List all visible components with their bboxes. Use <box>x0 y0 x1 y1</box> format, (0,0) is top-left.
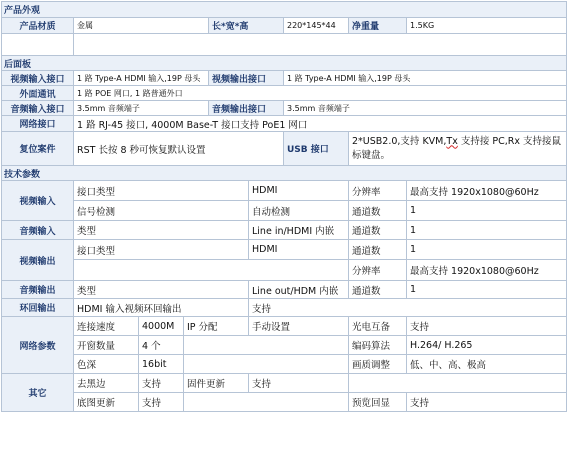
spec-sheet <box>1 1 566 412</box>
other-r2-a: 底图更新 <box>74 393 139 412</box>
audio-out-label: 音频输出 <box>2 281 74 299</box>
other-label: 其它 <box>2 374 74 412</box>
net-r1-e: 光电互备 <box>349 317 407 336</box>
video-in-r2-d: 1 <box>407 201 567 221</box>
audio-out-r1-a: 类型 <box>74 281 249 299</box>
net-r1-c: IP 分配 <box>184 317 249 336</box>
net-r1-d: 手动设置 <box>249 317 349 336</box>
network-params-label: 网络参数 <box>2 317 74 374</box>
net-r2-c: 编码算法 <box>349 336 407 355</box>
weight-label: 净重量 <box>349 18 407 34</box>
dims-value: 220*145*44 <box>284 18 349 34</box>
net-r3-a: 色深 <box>74 355 139 374</box>
spec-table <box>1 1 567 412</box>
audio-in-label: 音频输入 <box>2 221 74 240</box>
net-r1-b: 4000M <box>139 317 184 336</box>
video-in-r2-a: 信号检测 <box>74 201 249 221</box>
audio-in-port-value: 3.5mm 音频端子 <box>74 101 209 116</box>
comm-value: 1 路 POE 网口, 1 路普通外口 <box>74 86 567 101</box>
video-out-r1-c: 通道数 <box>349 240 407 260</box>
other-r1-b: 支持 <box>139 374 184 393</box>
audio-in-r1-b: Line in/HDMI 内嵌 <box>249 221 349 240</box>
other-r1-c: 固件更新 <box>184 374 249 393</box>
comm-label: 外面通讯 <box>2 86 74 101</box>
net-r1-f: 支持 <box>407 317 567 336</box>
video-out-port-label: 视频输出接口 <box>209 71 284 86</box>
spell-check-underline: Tx <box>446 135 458 147</box>
other-r2-c: 预览回显 <box>349 393 407 412</box>
audio-in-r1-a: 类型 <box>74 221 249 240</box>
video-out-port-value: 1 路 Type-A HDMI 输入,19P 母头 <box>284 71 567 86</box>
loop-b: 支持 <box>249 299 567 317</box>
usb-value: 2*USB2.0,支持 KVM,Tx 支持接 PC,Rx 支持接鼠标键盘。 <box>349 132 567 166</box>
blank-cell <box>184 393 349 412</box>
video-in-label: 视频输入 <box>2 181 74 221</box>
audio-out-r1-b: Line out/HDM 内嵌 <box>249 281 349 299</box>
audio-out-port-value: 3.5mm 音频端子 <box>284 101 567 116</box>
video-in-port-value: 1 路 Type-A HDMI 输入,19P 母头 <box>74 71 209 86</box>
blank-cell <box>2 34 74 56</box>
material-value: 金属 <box>74 18 209 34</box>
dims-label: 长*宽*高 <box>209 18 284 34</box>
audio-out-r1-c: 通道数 <box>349 281 407 299</box>
weight-value: 1.5KG <box>407 18 567 34</box>
other-r2-d: 支持 <box>407 393 567 412</box>
video-in-r2-b: 自动检测 <box>249 201 349 221</box>
loop-label: 环回输出 <box>2 299 74 317</box>
net-r3-d: 低、中、高、极高 <box>407 355 567 374</box>
network-port-value: 1 路 RJ-45 接口, 4000M Base-T 接口支持 PoE1 网口 <box>74 116 567 132</box>
reset-label: 复位案件 <box>2 132 74 166</box>
audio-out-r1-d: 1 <box>407 281 567 299</box>
net-r2-d: H.264/ H.265 <box>407 336 567 355</box>
blank-cell <box>74 34 567 56</box>
other-r1-d: 支持 <box>249 374 349 393</box>
video-in-r1-a: 接口类型 <box>74 181 249 201</box>
audio-out-port-label: 音频输出接口 <box>209 101 284 116</box>
video-out-label: 视频输出 <box>2 240 74 281</box>
other-r2-b: 支持 <box>139 393 184 412</box>
material-label: 产品材质 <box>2 18 74 34</box>
net-r3-c: 画质调整 <box>349 355 407 374</box>
audio-in-r1-d: 1 <box>407 221 567 240</box>
audio-in-r1-c: 通道数 <box>349 221 407 240</box>
video-in-port-label: 视频输入接口 <box>2 71 74 86</box>
blank-cell <box>349 374 567 393</box>
other-r1-a: 去黑边 <box>74 374 139 393</box>
video-out-r1-b: HDMI <box>249 240 349 260</box>
video-out-r2-b: 最高支持 1920x1080@60Hz <box>407 260 567 281</box>
net-r3-b: 16bit <box>139 355 184 374</box>
audio-in-port-label: 音频输入接口 <box>2 101 74 116</box>
blank-cell <box>184 336 349 355</box>
reset-value: RST 长按 8 秒可恢复默认设置 <box>74 132 284 166</box>
video-out-r1-d: 1 <box>407 240 567 260</box>
video-in-r1-c: 分辨率 <box>349 181 407 201</box>
video-out-r1-a: 接口类型 <box>74 240 249 260</box>
video-out-r2-a: 分辨率 <box>349 260 407 281</box>
section-rear: 后面板 <box>2 56 567 71</box>
blank-cell <box>184 355 349 374</box>
network-port-label: 网络接口 <box>2 116 74 132</box>
video-in-r2-c: 通道数 <box>349 201 407 221</box>
blank-cell <box>74 260 349 281</box>
net-r1-a: 连接速度 <box>74 317 139 336</box>
net-r2-b: 4 个 <box>139 336 184 355</box>
net-r2-a: 开窗数量 <box>74 336 139 355</box>
loop-a: HDMI 输入视频环回输出 <box>74 299 249 317</box>
usb-label: USB 接口 <box>284 132 349 166</box>
video-in-r1-b: HDMI <box>249 181 349 201</box>
section-product: 产品外观 <box>2 2 567 18</box>
video-in-r1-d: 最高支持 1920x1080@60Hz <box>407 181 567 201</box>
section-tech: 技术参数 <box>2 166 567 181</box>
